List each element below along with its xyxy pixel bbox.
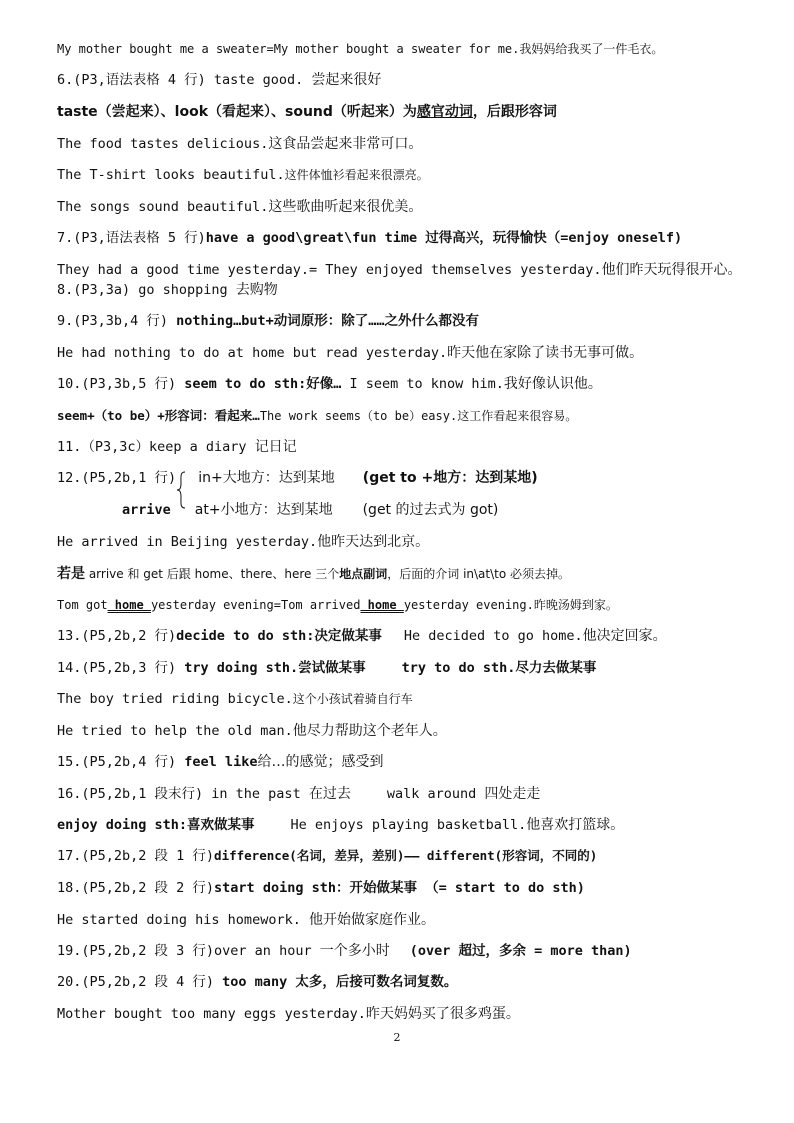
english-text: Tom got — [57, 598, 108, 612]
item-ref: 20.(P5,2b,2 段 4 行) — [57, 974, 223, 990]
chinese-text: 这工作看起来很容易。 — [457, 409, 578, 423]
line-item-18 — [57, 878, 585, 898]
bold-text: enjoy doing sth:喜欢做某事 — [57, 817, 255, 833]
chinese-text: 给…的感觉；感受到 — [257, 754, 384, 770]
bold-text: decide to do sth:决定做某事 — [176, 628, 382, 644]
english-text: My mother bought me a sweater=My mother bought a sweater for me. — [57, 42, 520, 56]
chinese-text: 这食品尝起来非常可口。 — [268, 136, 423, 152]
line-example-nothing-but — [57, 343, 643, 363]
line-item-7 — [57, 228, 682, 248]
chinese-text: arrive 和 get 后跟 home、there、here 三个 — [85, 567, 340, 581]
bold-text: start doing sth：开始做某事 （= start to do sth) — [214, 880, 585, 896]
line-item-19 — [57, 941, 632, 961]
chinese-text: 尝起来很好 — [311, 72, 382, 88]
chinese-text: 四处走走 — [484, 786, 541, 802]
underlined-term: home — [107, 598, 151, 612]
bold-text: seem to do sth:好像… — [184, 376, 342, 392]
chinese-text: 昨天妈妈买了很多鸡蛋。 — [365, 1006, 520, 1022]
line-item-6 — [57, 70, 381, 90]
line-example-arrived — [57, 532, 429, 552]
line-arrive — [122, 500, 498, 520]
english-text: The songs sound beautiful. — [57, 199, 269, 215]
line-example-good-time — [57, 260, 742, 280]
line-item-10 — [57, 374, 602, 394]
english-text: The food tastes delicious. — [57, 136, 269, 152]
bold-text: try doing sth.尝试做某事 — [184, 660, 366, 676]
chinese-text: 昨晚汤姆到家。 — [533, 598, 618, 612]
item-ref: 9.(P3,3b,4 行) — [57, 313, 177, 329]
bold-text: (over 超过，多余 = more than) — [409, 943, 632, 959]
english-text: Mother bought too many eggs yesterday. — [57, 1006, 366, 1022]
item-ref: 7.(P3,语法表格 5 行) — [57, 230, 206, 246]
chinese-text: 我妈妈给我买了一件毛衣。 — [519, 42, 664, 56]
item-ref: 6.(P3,语法表格 4 行) taste good. — [57, 72, 312, 88]
bold-text: too many 太多，后接可数名词复数。 — [222, 974, 458, 990]
line-example-tried-riding — [57, 689, 413, 709]
line-enjoy — [57, 815, 624, 835]
bold-text: 若是 — [57, 566, 85, 582]
chinese-text: 这件体恤衫看起来很漂亮。 — [284, 168, 429, 182]
line-item-11 — [57, 437, 297, 457]
line-example-tried-help — [57, 721, 447, 741]
line-sense-verbs — [57, 102, 557, 122]
chinese-text: 这个小孩试着骑自行车 — [292, 692, 413, 706]
underlined-term: 感官动词 — [416, 104, 473, 120]
english-text: They had a good time yesterday.= They enjoyed themselves yesterday. — [57, 262, 602, 278]
chinese-text: 去购物 — [235, 282, 278, 298]
line-item-15 — [57, 752, 383, 772]
english-text: He had nothing to do at home but read yesterday. — [57, 345, 448, 361]
chinese-text: 他决定回家。 — [582, 628, 667, 644]
line-example-food — [57, 134, 422, 154]
line-place-adverbs — [57, 564, 570, 584]
chinese-text: 他昨天达到北京。 — [317, 534, 430, 550]
english-text: He tried to help the old man. — [57, 723, 293, 739]
english-text: He started doing his homework. — [57, 912, 309, 928]
chinese-text: 记日记 — [254, 439, 297, 455]
item-ref: 18.(P5,2b,2 段 2 行) — [57, 880, 215, 896]
bold-text: feel like — [184, 754, 258, 770]
bold-text: taste（尝起来）、look（看起来）、sound（听起来）为 — [57, 104, 417, 120]
chinese-text: 他尽力帮助这个老年人。 — [292, 723, 447, 739]
bold-text: seem+（to be）+形容词：看起来… — [57, 408, 260, 423]
bold-text: ，后跟形容词 — [472, 104, 557, 120]
english-text: He arrived in Beijing yesterday. — [57, 534, 318, 550]
chinese-text: 一个多小时 — [319, 943, 390, 959]
english-text: yesterday evening. — [403, 598, 534, 612]
line-item-20 — [57, 972, 457, 992]
chinese-text: 我好像认识他。 — [503, 376, 602, 392]
bold-text: difference(名词，差异，差别)—— different(形容词，不同的) — [214, 848, 598, 863]
chinese-text: 他喜欢打篮球。 — [526, 817, 625, 833]
line-1 — [57, 39, 663, 59]
line-example-home — [57, 595, 618, 615]
item-ref: 17.(P5,2b,2 段 1 行) — [57, 848, 215, 864]
item-ref: 14.(P5,2b,3 行) — [57, 660, 185, 676]
item-ref: 8.(P3,3a) go shopping — [57, 282, 236, 298]
item-ref: 12.(P5,2b,1 行) — [57, 470, 185, 486]
line-example-songs — [57, 197, 422, 217]
english-text: The boy tried riding bicycle. — [57, 691, 293, 707]
english-text: The work seems（to be）easy. — [259, 409, 458, 423]
item-ref: 15.(P5,2b,4 行) — [57, 754, 185, 770]
chinese-text: 昨天他在家除了读书无事可做。 — [447, 345, 644, 361]
english-text: He decided to go home. — [403, 628, 583, 644]
english-text: walk around — [386, 786, 485, 802]
chinese-text: at+小地方：达到某地 — [194, 502, 333, 518]
chinese-text: (get 的过去式为 got) — [362, 502, 499, 518]
line-item-13 — [57, 626, 667, 646]
line-item-8 — [57, 280, 278, 300]
chinese-text: ，后面的介词 in\at\to 必须去掉。 — [387, 567, 571, 581]
line-item-14 — [57, 658, 596, 678]
line-item-9 — [57, 311, 479, 331]
chinese-text: 这些歌曲听起来很优美。 — [268, 199, 423, 215]
bold-text: nothing…but+动词原形：除了……之外什么都没有 — [176, 313, 479, 329]
underlined-term: home — [360, 598, 404, 612]
line-item-12 — [57, 468, 538, 488]
item-ref: 16.(P5,2b,1 段末行) in the past — [57, 786, 309, 802]
item-ref: 10.(P3,3b,5 行) — [57, 376, 185, 392]
line-item-16 — [57, 784, 540, 804]
line-example-eggs — [57, 1004, 520, 1024]
line-example-tshirt — [57, 165, 429, 185]
english-text: He enjoys playing basketball. — [290, 817, 527, 833]
english-text: I seem to know him. — [341, 376, 504, 392]
bold-text: have a good\great\fun time 过得高兴，玩得愉快（=enjoy oneself) — [205, 230, 683, 246]
bold-text: try to do sth.尽力去做某事 — [401, 660, 597, 676]
bold-text: arrive — [122, 502, 171, 518]
page-number: 2 — [393, 1031, 401, 1044]
item-ref: 13.(P5,2b,2 行) — [57, 628, 177, 644]
english-text: The T-shirt looks beautiful. — [57, 167, 285, 183]
line-seem-adj — [57, 406, 577, 426]
chinese-text: 他们昨天玩得很开心。 — [601, 262, 742, 278]
chinese-text: 在过去 — [308, 786, 351, 802]
bold-text: (get to +地方：达到某地) — [362, 470, 538, 486]
bold-text: 地点副词 — [339, 567, 388, 581]
chinese-text: 他开始做家庭作业。 — [308, 912, 435, 928]
item-ref: 11.（P3,3c）keep a diary — [57, 439, 255, 455]
english-text: yesterday evening=Tom arrived — [150, 598, 361, 612]
line-example-started — [57, 910, 435, 930]
chinese-text: in+大地方：达到某地 — [198, 470, 335, 486]
item-ref: 19.(P5,2b,2 段 3 行)over an hour — [57, 943, 320, 959]
line-item-17 — [57, 846, 597, 866]
